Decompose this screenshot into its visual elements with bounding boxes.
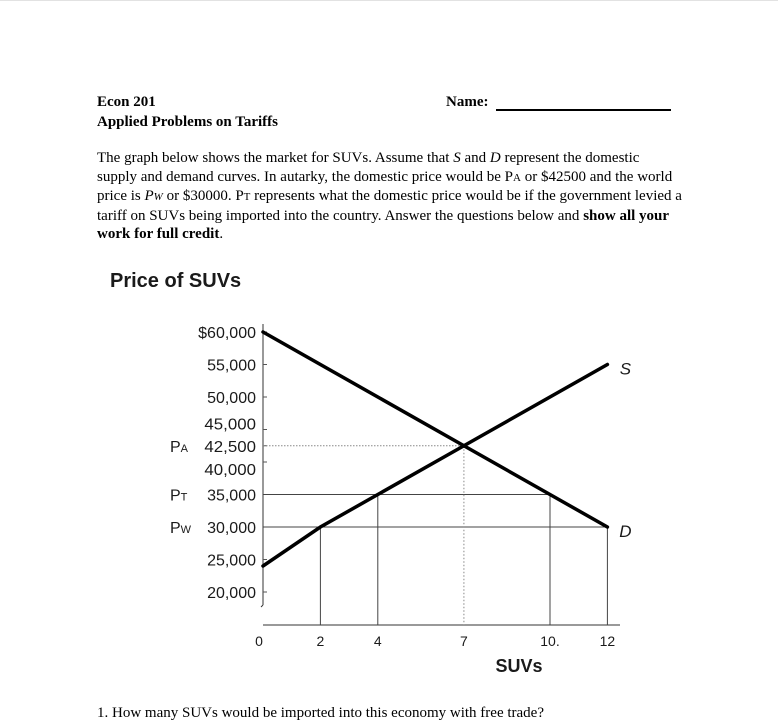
x-tick-label-7: 7 <box>460 633 468 649</box>
world-price-p: P <box>144 188 154 204</box>
y-prefix-PT: PT <box>170 487 188 505</box>
name-label: Name: <box>446 94 489 110</box>
y-tick-label-30000: 30,000 <box>207 520 256 537</box>
y-prefix-PA: PA <box>170 438 189 456</box>
world-price-subscript: W <box>153 191 163 203</box>
top-border <box>0 0 778 1</box>
demand-symbol: D <box>489 150 501 166</box>
tariff-chart <box>0 260 778 690</box>
equilibrium-point <box>462 444 466 448</box>
world-price-symbol <box>144 188 162 204</box>
y-axis-tail <box>261 605 263 607</box>
y-tick-label-60000: $60,000 <box>198 325 256 342</box>
y-tick-label-35000: 35,000 <box>207 487 256 505</box>
course-title: Econ 201 <box>97 94 156 110</box>
y-tick-label-42500: 42,500 <box>204 438 257 456</box>
x-tick-label-12: 12 <box>599 633 616 649</box>
x-tick-label-10: 10. <box>540 633 560 649</box>
intro-text-2: and <box>460 150 490 166</box>
autarky-subscript: A <box>513 171 521 184</box>
y-tick-label-40000: 40,000 <box>204 462 257 479</box>
tariff-subscript: T <box>243 191 251 203</box>
curve-label-D: D <box>619 522 632 541</box>
x-tick-label-2: 2 <box>316 633 325 649</box>
assignment-title: Applied Problems on Tariffs <box>97 114 279 130</box>
intro-end: . <box>219 226 224 242</box>
y-tick-label-45000: 45,000 <box>204 416 257 434</box>
intro-text-3: represent the domestic supply and demand curves. In autarky, the domestic price would be P <box>97 150 640 185</box>
question-1: 1. How many SUVs would be imported into this economy with free trade? <box>97 705 544 721</box>
supply-symbol: S <box>453 150 461 166</box>
intro-text-5: or $30000. P <box>162 188 244 204</box>
y-tick-label-55000: 55,000 <box>207 357 256 375</box>
intro-text-6: represents what the domestic price would be if the government levied a tariff on SUVs being imported into the country. Answer the questions below and <box>97 188 682 224</box>
intro-bold-text: show all your work for full credit <box>97 207 669 242</box>
chart-title: Price of SUVs <box>110 270 242 292</box>
curve-label-S: S <box>619 359 632 379</box>
y-tick-label-50000: 50,000 <box>207 390 256 407</box>
x-axis-title: SUVs <box>495 656 543 676</box>
y-prefix-PW: PW <box>170 520 192 537</box>
intro-paragraph <box>97 149 682 244</box>
intro-text-4: or $42500 and the world price is <box>97 168 673 204</box>
x-tick-label-4: 4 <box>373 633 382 649</box>
name-blank-line[interactable] <box>496 109 671 111</box>
demand-curve <box>263 332 607 527</box>
x-tick-label-0: 0 <box>255 633 263 649</box>
intro-text-1: The graph below shows the market for SUVs. Assume that <box>97 150 454 166</box>
supply-curve <box>263 365 607 567</box>
y-tick-label-20000: 20,000 <box>207 585 256 602</box>
y-tick-label-25000: 25,000 <box>207 552 256 570</box>
